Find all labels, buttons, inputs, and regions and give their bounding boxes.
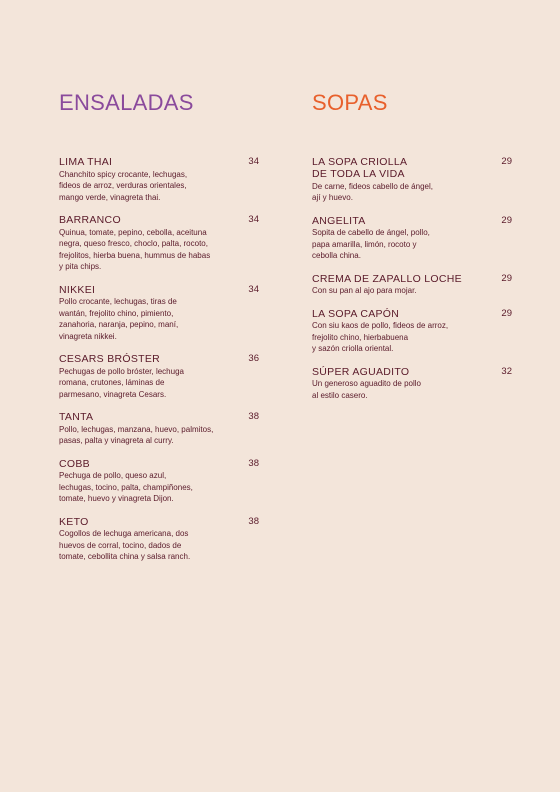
item-name: BARRANCO (59, 214, 121, 226)
menu-item (59, 156, 259, 203)
menu-item (312, 308, 512, 355)
item-description: Cogollos de lechuga americana, dos huevos de corral, tocino, dados de tomate, cebollita china y salsa ranch. (59, 529, 191, 561)
menu-item (312, 156, 512, 204)
item-name: SÚPER AGUADITO (312, 365, 410, 378)
item-description: Un generoso aguadito de pollo al estilo casero. (312, 379, 421, 400)
ensaladas-title: ENSALADAS (59, 90, 194, 115)
item-description: Pechuga de pollo, queso azul, lechugas, tocino, palta, champiñones, tomate, huevo y vinagreta Dijon. (59, 471, 193, 503)
item-description: Pollo, lechugas, manzana, huevo, palmitos, pasas, palta y vinagreta al curry. (59, 424, 214, 445)
menu-item (59, 411, 259, 447)
menu-item (312, 366, 512, 402)
sopas-title: SOPAS (312, 90, 388, 115)
item-description: Quinua, tomate, pepino, cebolla, aceituna negra, queso fresco, choclo, palta, rocoto, frejolitos, hierba buena, hummus de habas y pita chips. (59, 227, 211, 271)
sopas-items (312, 156, 512, 401)
ensaladas-section (59, 88, 259, 574)
item-description: Chanchito spicy crocante, lechugas, fideos de arroz, verduras orientales, mango verde, vinagreta thai. (59, 169, 188, 202)
sopas-section (312, 88, 512, 412)
item-name: NIKKEI (59, 283, 96, 296)
item-description: Con su pan al ajo para mojar. (312, 286, 417, 295)
item-name: CESARS BRÓSTER (59, 353, 161, 365)
item-name: ANGELITA (312, 214, 366, 227)
item-price: 36 (248, 353, 259, 364)
item-price: 34 (248, 283, 259, 295)
ensaladas-items (59, 156, 259, 563)
menu-item (59, 458, 259, 505)
item-description: De carne, fideos cabello de ángel, ají y huevo. (312, 181, 433, 202)
item-name: TANTA (59, 411, 94, 423)
item-description: Con siu kaos de pollo, fideos de arroz, frejolito chino, hierbabuena y sazón criolla oriental. (312, 321, 449, 353)
item-price: 29 (501, 272, 512, 284)
item-name: COBB (59, 457, 90, 470)
item-name: CREMA DE ZAPALLO LOCHE (312, 272, 462, 285)
item-description: Pechugas de pollo bróster, lechuga romana, crutones, láminas de parmesano, vinagreta Cesars. (59, 366, 184, 399)
menu-item (312, 215, 512, 262)
item-price: 29 (501, 307, 512, 319)
menu-item (59, 516, 259, 563)
item-price: 34 (248, 156, 259, 167)
item-price: 29 (501, 214, 512, 226)
menu-item (59, 214, 259, 273)
item-price: 38 (248, 515, 259, 527)
item-name: LA SOPA CRIOLLA DE TODA LA VIDA (312, 156, 408, 180)
item-name: LIMA THAI (59, 156, 113, 168)
item-description: Sopita de cabello de ángel, pollo, papa amarilla, limón, rocoto y cebolla china. (312, 228, 430, 260)
menu-item (312, 273, 512, 297)
menu-item (59, 284, 259, 343)
item-price: 38 (248, 457, 259, 469)
item-name: LA SOPA CAPÓN (312, 307, 400, 320)
menu-item (59, 353, 259, 400)
item-price: 38 (248, 411, 259, 422)
item-price: 29 (501, 156, 512, 167)
item-price: 32 (501, 365, 512, 377)
item-price: 34 (248, 214, 259, 225)
item-name: KETO (59, 515, 89, 528)
item-description: Pollo crocante, lechugas, tiras de wantán, frejolito chino, pimiento, zanahoria, naranja, pepino, maní, vinagreta nikkei. (59, 297, 179, 341)
